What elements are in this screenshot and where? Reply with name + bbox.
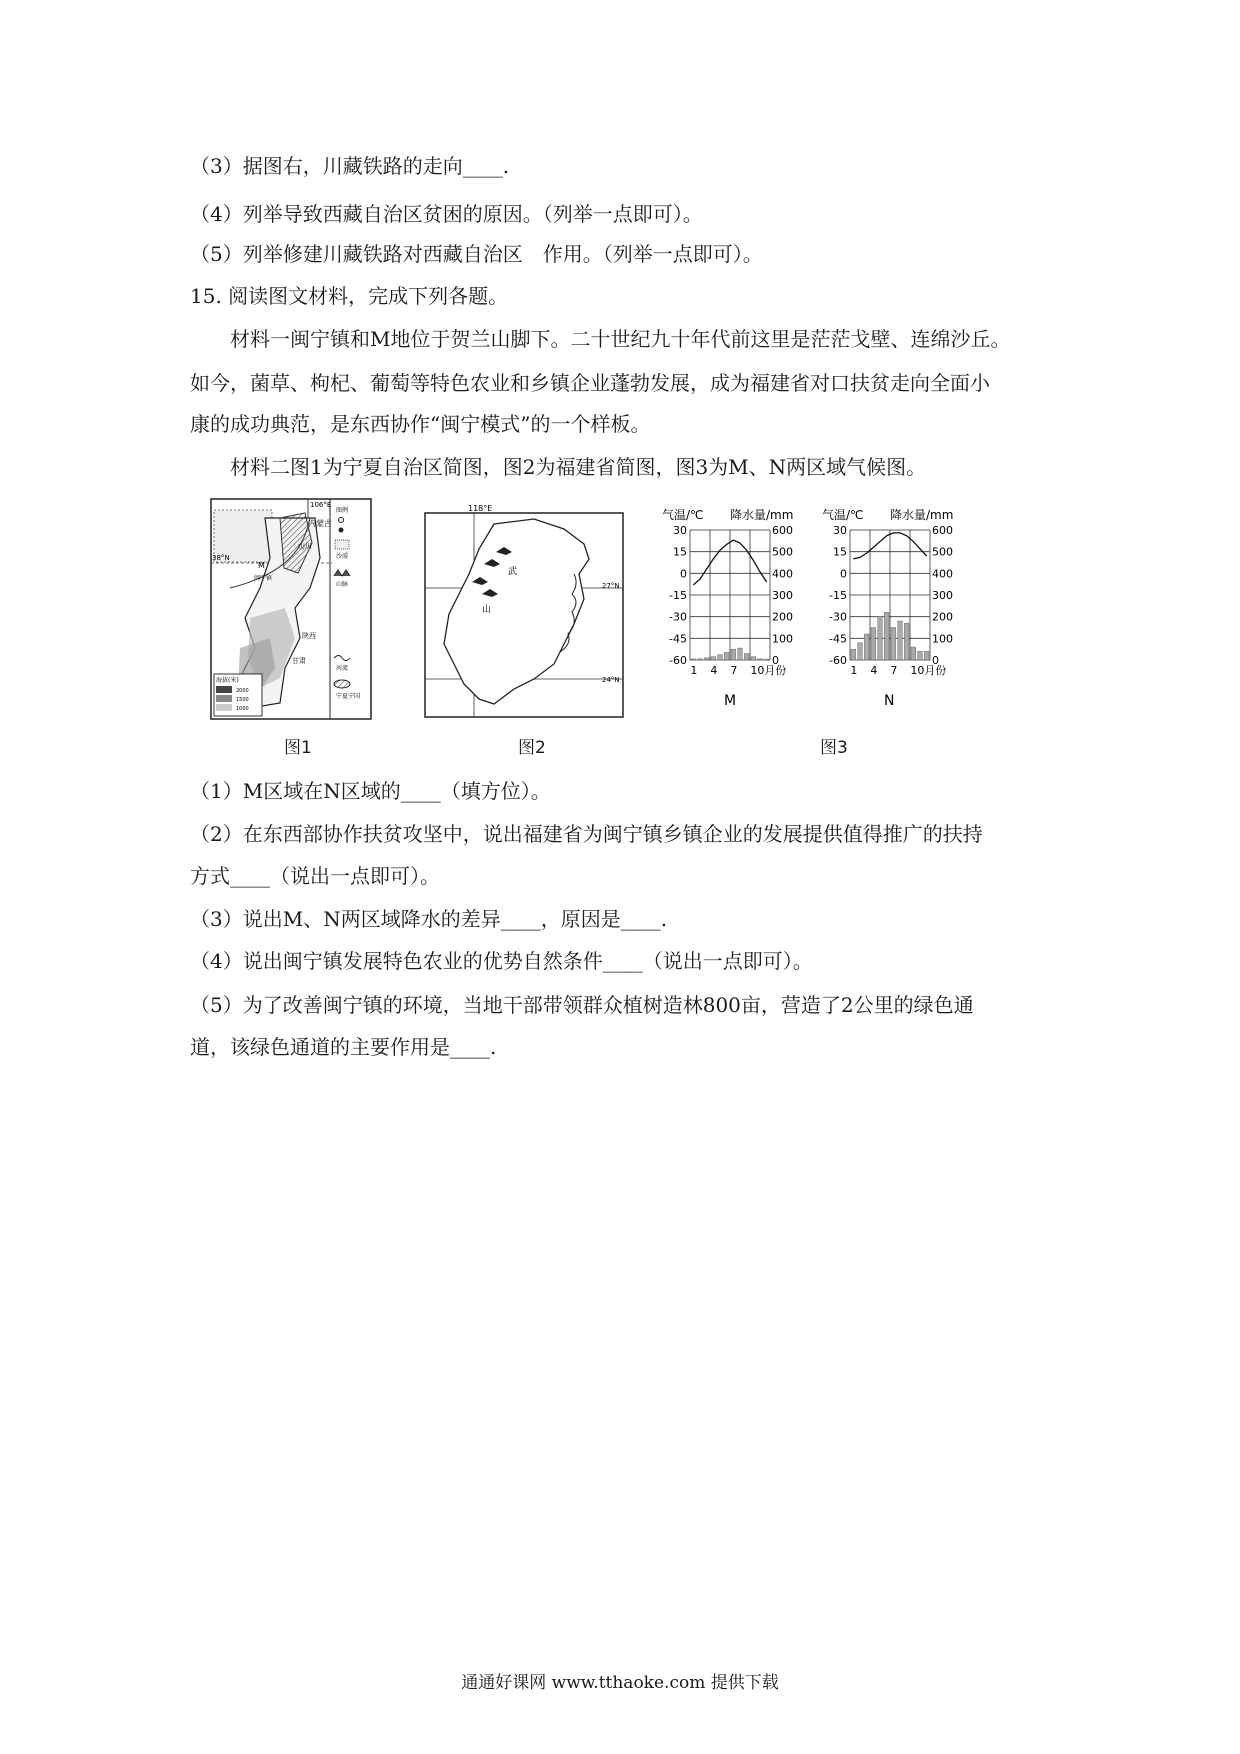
chart-n-temp-tick: 0 xyxy=(840,567,847,581)
chart-n-temp-tick: 15 xyxy=(833,545,847,559)
chart-n-precip-tick: 500 xyxy=(932,545,953,559)
chart-m-month-tick: 10月份 xyxy=(750,664,787,677)
chart-m-precip-bar xyxy=(718,655,723,660)
chart-m-precip-bar xyxy=(764,659,769,660)
chart-m-precip-bar xyxy=(704,658,709,660)
q15-sub3: （3）说出M、N两区域降水的差异____，原因是____. xyxy=(190,907,668,931)
chart-n-precip-tick: 300 xyxy=(932,589,953,602)
chart-m-precip-tick: 100 xyxy=(772,632,793,646)
fig1-label-inner-mongolia: 内蒙古 xyxy=(308,519,332,528)
chart-m-left-axis-label: 气温/℃ xyxy=(662,508,704,522)
chart-m-temp-tick: -45 xyxy=(669,632,687,646)
q15-sub2-line2: 方式____（说出一点即可）。 xyxy=(190,864,440,888)
fig1-legend-mountain: 山脉 xyxy=(336,581,349,588)
chart-m-month-tick: 4 xyxy=(710,664,718,677)
chart-n-temp-tick: -30 xyxy=(829,610,847,624)
fig1-legend-river: 河流 xyxy=(336,665,349,672)
chart-m-temp-tick: 0 xyxy=(680,567,687,581)
fig1-elevation-title: 海拔(米) xyxy=(216,677,239,684)
q14-item-5: （5）列举修建川藏铁路对西藏自治区 作用。（列举一点即可）。 xyxy=(190,242,763,266)
chart-m-temp-tick: -30 xyxy=(669,610,687,624)
figure-1-caption: 图1 xyxy=(284,738,312,758)
chart-m-precip-bar xyxy=(724,652,729,660)
chart-m-precip-tick: 600 xyxy=(772,524,793,537)
chart-m-precip-tick: 500 xyxy=(772,545,793,559)
fig1-longitude-label: 106°E xyxy=(310,501,332,509)
q15-material1-line3: 康的成功典范，是东西协作“闽宁模式”的一个样板。 xyxy=(190,412,651,436)
q15-material2: 材料二图1为宁夏自治区简图，图2为福建省简图，图3为M、N两区域气候图。 xyxy=(230,455,927,479)
chart-n-name: N xyxy=(884,693,895,709)
q15-sub1: （1）M区域在N区域的____（填方位）。 xyxy=(190,779,551,803)
chart-m-name: M xyxy=(724,693,737,709)
chart-m-temp-tick: -15 xyxy=(669,589,687,602)
q15-sub5-line2: 道，该绿色通道的主要作用是____. xyxy=(190,1035,497,1059)
q15-sub5-line1: （5）为了改善闽宁镇的环境，当地干部带领群众植树造林800亩，营造了2公里的绿色通 xyxy=(190,993,974,1017)
chart-m-temp-tick: -60 xyxy=(669,654,687,667)
fig1-label-shanchuan: 山川 xyxy=(298,542,312,550)
fig1-label-m: M xyxy=(258,561,265,570)
q15-heading: 15. 阅读图文材料，完成下列各题。 xyxy=(190,284,509,308)
figure-1-ningxia-map xyxy=(210,498,372,720)
chart-n-precip-bar xyxy=(884,612,889,660)
fig1-elev-2000: 2000 xyxy=(236,688,249,694)
chart-m-precip-bar xyxy=(758,659,763,660)
chart-n-month-tick: 7 xyxy=(890,664,898,677)
fig1-legend-town-symbol xyxy=(339,528,344,533)
chart-n-left-axis-label: 气温/℃ xyxy=(822,508,864,522)
fig2-lat-27: 27°N xyxy=(602,582,620,590)
chart-n-precip-bar xyxy=(851,649,856,660)
q14-item-4: （4）列举导致西藏自治区贫困的原因。（列举一点即可）。 xyxy=(190,202,703,226)
fig1-latitude-label: 38°N xyxy=(212,554,230,562)
chart-n-temp-tick: -15 xyxy=(829,589,847,602)
fig1-legend-desert: 沙漠 xyxy=(336,553,349,560)
chart-n-precip-bar xyxy=(864,634,869,660)
chart-m-precip-tick: 400 xyxy=(772,567,793,581)
figure-3-climate-charts xyxy=(660,505,960,710)
chart-n-precip-bar xyxy=(918,651,923,660)
chart-n-precip-tick: 200 xyxy=(932,610,953,624)
chart-n-precip-bar xyxy=(878,617,883,660)
q14-item-3: （3）据图右，川藏铁路的走向____. xyxy=(190,154,510,178)
chart-n-precip-bar xyxy=(891,628,896,661)
fig2-lat-24: 24°N xyxy=(602,676,620,684)
chart-m-temp-tick: 30 xyxy=(673,524,687,537)
fig1-label-shaanxi: 陕西 xyxy=(302,632,316,640)
figure-2-caption: 图2 xyxy=(518,738,546,758)
chart-n-precip-bar xyxy=(871,628,876,661)
fig1-elev-1000: 1000 xyxy=(236,706,249,712)
chart-m-precip-tick: 200 xyxy=(772,610,793,624)
figure-3-caption: 图3 xyxy=(820,738,848,758)
chart-m-precip-bar xyxy=(698,659,703,660)
fig1-legend-ningxia: 宁夏宁国 xyxy=(336,693,361,700)
fig2-longitude-label: 118°E xyxy=(468,504,493,513)
chart-m-precip-bar xyxy=(744,654,749,661)
chart-n-precip-tick: 100 xyxy=(932,632,953,646)
fig2-label-shan: 山 xyxy=(482,605,492,615)
q15-sub2-line1: （2）在东西部协作扶贫攻坚中，说出福建省为闽宁镇乡镇企业的发展提供值得推广的扶持 xyxy=(190,822,983,846)
page-footer: 通通好课网 www.tthaoke.com 提供下载 xyxy=(461,1673,779,1693)
chart-m-precip-bar xyxy=(711,657,716,660)
figure-2-fujian-map xyxy=(424,504,624,719)
chart-n-precip-tick: 0 xyxy=(932,654,939,667)
chart-n-month-tick: 10月份 xyxy=(910,664,947,677)
chart-n-precip-bar xyxy=(924,651,929,660)
q15-material1-line2: 如今，菌草、枸杞、葡萄等特色农业和乡镇企业蓬勃发展，成为福建省对口扶贫走向全面小 xyxy=(190,371,990,395)
chart-m-precip-tick: 300 xyxy=(772,589,793,602)
chart-n-precip-bar xyxy=(898,621,903,660)
fig1-legend-title: 图例 xyxy=(336,507,349,514)
fig1-label-minning: 闽宁镇 xyxy=(254,575,273,582)
chart-m-precip-bar xyxy=(738,648,743,660)
chart-m-precip-bar xyxy=(691,659,696,660)
chart-n-month-tick: 1 xyxy=(850,664,858,677)
chart-n-month-tick: 4 xyxy=(870,664,878,677)
fig1-label-gansu: 甘肃 xyxy=(292,657,306,665)
chart-m-month-tick: 7 xyxy=(730,664,738,677)
chart-n-precip-tick: 400 xyxy=(932,567,953,581)
fig1-legend-boundary-symbol xyxy=(334,680,350,688)
chart-m-month-tick: 1 xyxy=(690,664,698,677)
chart-m-precip-bar xyxy=(731,649,736,660)
chart-m-temp-tick: 15 xyxy=(673,545,687,559)
chart-n-right-axis-label: 降水量/mm xyxy=(890,508,954,522)
chart-n-temp-tick: -45 xyxy=(829,632,847,646)
chart-n-temp-tick: 30 xyxy=(833,524,847,537)
chart-n-precip-tick: 600 xyxy=(932,524,953,537)
chart-m-precip-tick: 0 xyxy=(772,654,779,667)
q15-material1-line1: 材料一闽宁镇和M地位于贺兰山脚下。二十世纪九十年代前这里是茫茫戈壁、连绵沙丘。 xyxy=(230,327,1011,351)
chart-n-precip-bar xyxy=(858,643,863,660)
chart-n-precip-bar xyxy=(904,623,909,660)
chart-n-temp-tick: -60 xyxy=(829,654,847,667)
chart-m-right-axis-label: 降水量/mm xyxy=(730,508,794,522)
fig1-elev-1500: 1500 xyxy=(236,697,249,703)
q15-sub4: （4）说出闽宁镇发展特色农业的优势自然条件____（说出一点即可）。 xyxy=(190,949,813,973)
fig1-legend-desert-symbol xyxy=(335,540,349,549)
chart-n-precip-bar xyxy=(911,647,916,660)
chart-m-precip-bar xyxy=(751,657,756,660)
fig2-label-wu: 武 xyxy=(508,567,518,577)
